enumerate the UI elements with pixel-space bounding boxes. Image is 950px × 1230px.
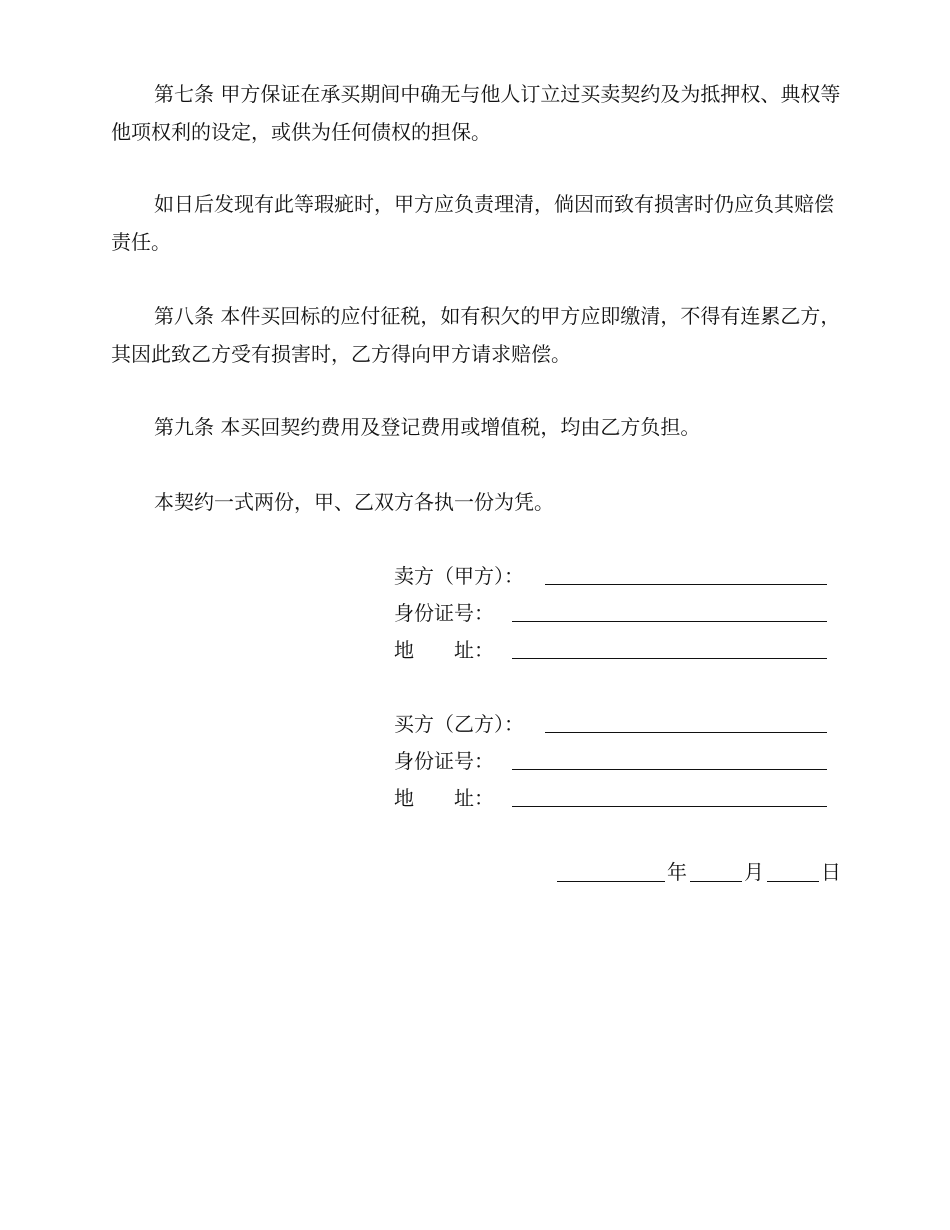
- seller-id-line[interactable]: [512, 621, 827, 622]
- date-year-label: 年: [667, 860, 687, 884]
- date-day-line[interactable]: [767, 881, 819, 882]
- copies-text: 本契约一式两份，甲、乙双方各执一份为凭。: [154, 490, 554, 514]
- seller-party-line[interactable]: [545, 584, 827, 585]
- buyer-party-line[interactable]: [545, 732, 827, 733]
- article-9-paragraph: [111, 408, 841, 446]
- article-8-text: 第八条 本件买回标的应付征税，如有积欠的甲方应即缴清，不得有连累乙方，其因此致乙方受有损害时，乙方得向甲方请求赔偿。: [111, 304, 841, 366]
- defect-paragraph: [111, 185, 841, 261]
- article-7-text: 第七条 甲方保证在承买期间中确无与他人订立过买卖契约及为抵押权、典权等他项权利的设定，或供为任何债权的担保。: [111, 82, 841, 144]
- buyer-party-label: 买方（乙方）：: [394, 712, 524, 736]
- date-month-label: 月: [744, 860, 764, 884]
- seller-id-label: 身份证号：: [394, 601, 494, 625]
- seller-party-label: 卖方（甲方）：: [394, 564, 524, 588]
- buyer-address-label: 地 址：: [394, 786, 494, 810]
- seller-address-label: 地 址：: [394, 638, 494, 662]
- copies-paragraph: [111, 483, 841, 521]
- buyer-id-label: 身份证号：: [394, 749, 494, 773]
- article-8-paragraph: [111, 297, 841, 373]
- seller-address-line[interactable]: [512, 658, 827, 659]
- date-day-label: 日: [821, 860, 841, 884]
- buyer-id-line[interactable]: [512, 769, 827, 770]
- article-7-paragraph: [111, 75, 841, 151]
- date-year-line[interactable]: [557, 881, 665, 882]
- date-month-line[interactable]: [690, 881, 742, 882]
- article-9-text: 第九条 本买回契约费用及登记费用或增值税，均由乙方负担。: [154, 415, 701, 439]
- buyer-address-line[interactable]: [512, 806, 827, 807]
- defect-text: 如日后发现有此等瑕疵时，甲方应负责理清，倘因而致有损害时仍应负其赔偿责任。: [111, 192, 834, 254]
